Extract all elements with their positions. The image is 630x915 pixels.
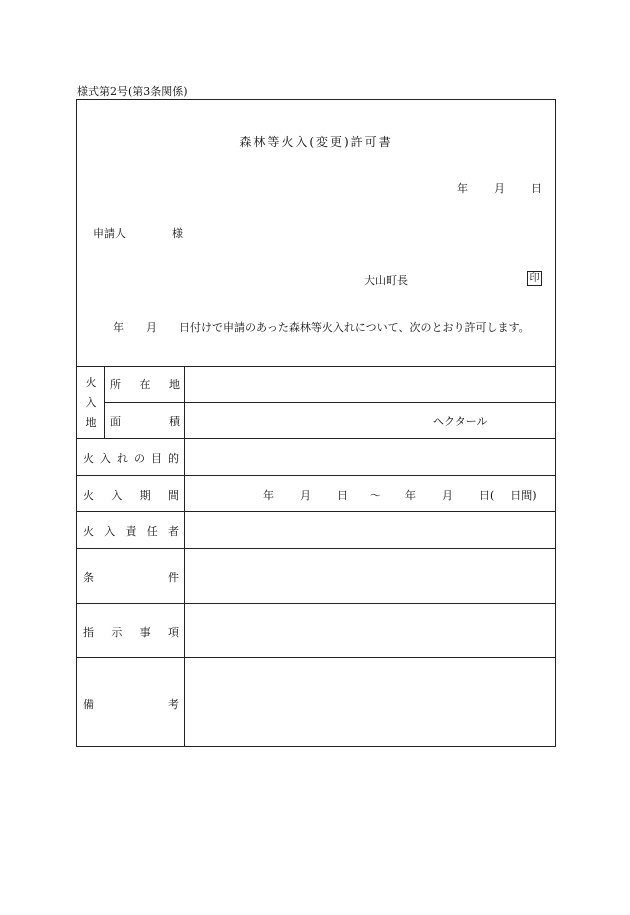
period-year: 年 <box>263 489 274 502</box>
label-char: 指 <box>83 626 94 639</box>
period-year-end: 年 <box>405 489 416 502</box>
label-char: 備 <box>83 698 94 711</box>
label-char: 目 <box>151 452 162 465</box>
applicant-line <box>93 225 183 241</box>
label-char: 入 <box>104 525 116 538</box>
label-char: 期 <box>139 489 151 502</box>
period-days: 日間) <box>510 489 537 502</box>
label-char: 地 <box>169 378 180 391</box>
period-month: 月 <box>300 489 311 502</box>
label-char: 的 <box>168 452 179 465</box>
document-title: 森林等火入(変更)許可書 <box>239 135 393 149</box>
applicant-honorific: 様 <box>172 227 183 240</box>
area-label <box>110 413 180 429</box>
mayor-label: 大山町長 <box>364 274 408 287</box>
label-char: の <box>134 452 145 465</box>
label-char: 項 <box>167 626 179 639</box>
label-char: 火 <box>83 452 94 465</box>
label-char: 者 <box>168 525 179 538</box>
label-char: 責 <box>125 525 137 538</box>
label-char: 面 <box>110 415 121 428</box>
period-month-end: 月 <box>442 489 453 502</box>
conditions-label <box>83 569 179 585</box>
year-label: 年 <box>457 182 468 195</box>
fire-site-char: 入 <box>85 396 97 409</box>
fire-site-char: 地 <box>85 416 97 429</box>
label-char: 条 <box>83 571 94 584</box>
remarks-label <box>83 696 179 712</box>
label-char: 入 <box>100 452 111 465</box>
fire-site-char: 火 <box>85 376 97 389</box>
label-char: 入 <box>111 489 123 502</box>
label-char: 事 <box>139 626 151 639</box>
period-day-end: 日( <box>479 489 495 502</box>
location-label <box>110 376 180 392</box>
period-tilde: 〜 <box>370 489 381 502</box>
area-unit: ヘクタール <box>433 415 488 428</box>
label-char: 間 <box>167 489 179 502</box>
permit-statement: 年 月 日付けで申請のあった森林等火入れについて、次のとおり許可します。 <box>113 321 530 334</box>
form-number-label: 様式第2号(第3条関係) <box>77 85 188 98</box>
issue-date <box>457 180 542 196</box>
purpose-label <box>83 450 179 466</box>
period-value <box>263 487 537 503</box>
label-char: 任 <box>146 525 158 538</box>
seal-mark: 印 <box>527 271 542 286</box>
label-char: 火 <box>83 489 94 502</box>
day-label: 日 <box>531 182 542 195</box>
label-char: 積 <box>169 415 180 428</box>
instructions-label <box>83 624 179 640</box>
label-char: 在 <box>139 378 151 391</box>
period-label <box>83 487 179 503</box>
label-char: 示 <box>111 626 123 639</box>
permit-form <box>76 99 556 747</box>
label-char: 所 <box>110 378 121 391</box>
fire-site-label <box>85 373 97 433</box>
label-char: 考 <box>168 698 179 711</box>
label-char: れ <box>117 452 128 465</box>
responsible-label <box>83 523 179 539</box>
label-char: 火 <box>83 525 94 538</box>
period-day: 日 <box>337 489 348 502</box>
applicant-label: 申請人 <box>93 227 126 240</box>
label-char: 件 <box>168 571 179 584</box>
month-label: 月 <box>494 182 505 195</box>
